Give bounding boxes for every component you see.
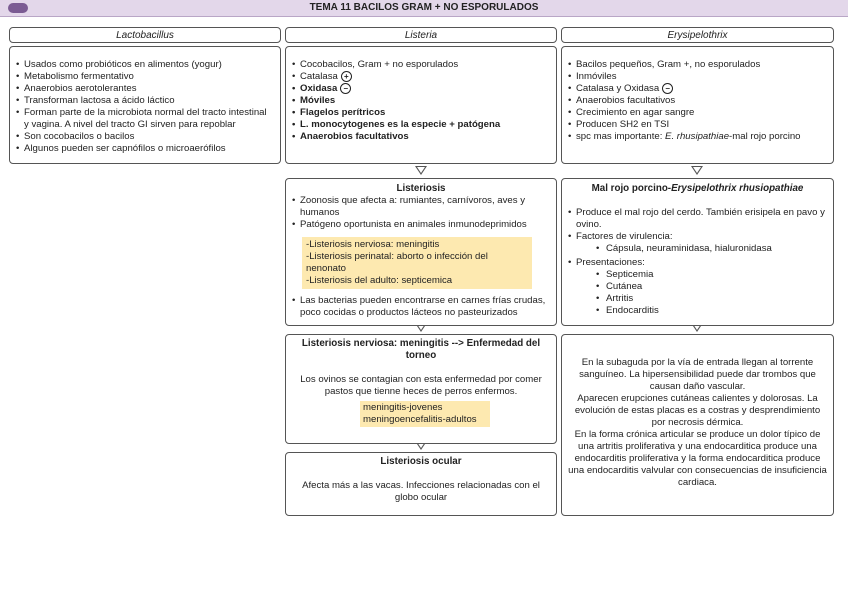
list-item: • Cocobacilos, Gram + no esporulados (292, 59, 550, 71)
paragraph: En la forma crónica articular se produce un dolor típico de una artritis proliferativa y una endocarditica produce una endocarditis proliferativa y la forma endocarditica produce una endocarditis valvular con consecuencias de insuficiencia cardiaca. (568, 429, 827, 488)
minus-circle-icon: – (340, 83, 351, 94)
lactobacillus-box (9, 46, 281, 164)
erysipelothrix-box (561, 46, 834, 164)
arrow-down-icon (415, 166, 427, 175)
arrow-down-icon (691, 166, 703, 175)
box-text: Los ovinos se contagian con esta enfermedad por comer pastos que tienne heces de perros enfermos. (300, 374, 542, 397)
list-item: • Móviles (292, 95, 550, 107)
list-item: • Producen SH2 en TSI (568, 119, 827, 131)
paragraph: Aparecen erupciones cutáneas calientes y dolorosas. La evolución de estas placas es a costras y desprendimiento por necrosis dérmica. (574, 393, 821, 428)
list-item: • Metabolismo fermentativo (16, 71, 274, 83)
list-item: • spc mas importante: E. rhusipathiae-mal rojo porcino (568, 131, 827, 143)
list-item: • Usados como probióticos en alimentos (yogur) (16, 59, 274, 71)
list-item: • Produce el mal rojo del cerdo. También erisipela en pavo y ovino. (568, 207, 827, 231)
list-item: • Presentaciones: (568, 257, 827, 269)
paragraph: En la subaguda por la vía de entrada llegan al torrente sanguíneo. La hipersensibilidad puede dar trombos que causan daño vascular. (579, 357, 816, 392)
highlight-block: -Listeriosis nerviosa: meningitis -Listeriosis perinatal: aborto o infección del nenonato -Listeriosis del adulto: septicemica (302, 237, 532, 289)
list-item: • Endocarditis (596, 305, 827, 317)
list-item: • Catalasa + (292, 71, 550, 83)
listeriosis-box (285, 178, 557, 326)
subaguda-box (561, 334, 834, 516)
plus-circle-icon: + (341, 71, 352, 82)
box-title: Listeriosis ocular (380, 456, 462, 467)
list-item: • Crecimiento en agar sangre (568, 107, 827, 119)
box-title: Listeriosis (396, 183, 446, 194)
list-item: • Anaerobios facultativos (568, 95, 827, 107)
minus-circle-icon: – (662, 83, 673, 94)
highlight-block: meningitis-jovenes meningoencefalitis-adultos (360, 401, 490, 427)
list-item: • Cápsula, neuraminidasa, hialuronidasa (596, 243, 827, 255)
list-item: • Cutánea (596, 281, 827, 293)
list-item: • Patógeno oportunista en animales inmunodeprimidos (292, 219, 550, 231)
list-item: • Transforman lactosa a ácido láctico (16, 95, 274, 107)
list-item: • Algunos pueden ser capnófilos o microaerófilos (16, 143, 274, 155)
list-item: • Oxidasa – (292, 83, 550, 95)
list-item: • Son cocobacilos o bacilos (16, 131, 274, 143)
listeriosis-nerviosa-box (285, 334, 557, 444)
list-item: • Flagelos perítricos (292, 107, 550, 119)
box-text: Afecta más a las vacas. Infecciones relacionadas con el globo ocular (302, 480, 540, 503)
list-item: • Las bacterias pueden encontrarse en carnes frías crudas, poco cocidas o productos lácteos no pasteurizados (292, 295, 550, 319)
box-title: Mal rojo porcino-Erysipelothrix rhusiopathiae (591, 183, 804, 194)
list-item: • Factores de virulencia: (568, 231, 827, 243)
list-item: • Artritis (596, 293, 827, 305)
header-lactobacillus: Lactobacillus (9, 27, 281, 43)
list-item: • Zoonosis que afecta a: rumiantes, carnívoros, aves y humanos (292, 195, 550, 219)
page-title: TEMA 11 BACILOS GRAM + NO ESPORULADOS (309, 2, 539, 13)
list-item: • Bacilos pequeños, Gram +, no esporulados (568, 59, 827, 71)
list-item: • Catalasa y Oxidasa – (568, 83, 827, 95)
listeria-box (285, 46, 557, 164)
title-bar (0, 0, 848, 17)
box-title: Listeriosis nerviosa: meningitis --> Enfermedad del torneo (301, 338, 541, 361)
header-listeria: Listeria (285, 27, 557, 43)
list-item: • Forman parte de la microbiota normal del tracto intestinal y vagina. A nivel del tracto GI sirven para repoblar (16, 107, 274, 131)
list-item: • Anaerobios facultativos (292, 131, 550, 143)
list-item: • Septicemia (596, 269, 827, 281)
list-item: • Inmóviles (568, 71, 827, 83)
mal-rojo-box (561, 178, 834, 326)
list-item: • Anaerobios aerotolerantes (16, 83, 274, 95)
listeriosis-ocular-box (285, 452, 557, 516)
header-erysipelothrix: Erysipelothrix (561, 27, 834, 43)
list-item: • L. monocytogenes es la especie + patógena (292, 119, 550, 131)
